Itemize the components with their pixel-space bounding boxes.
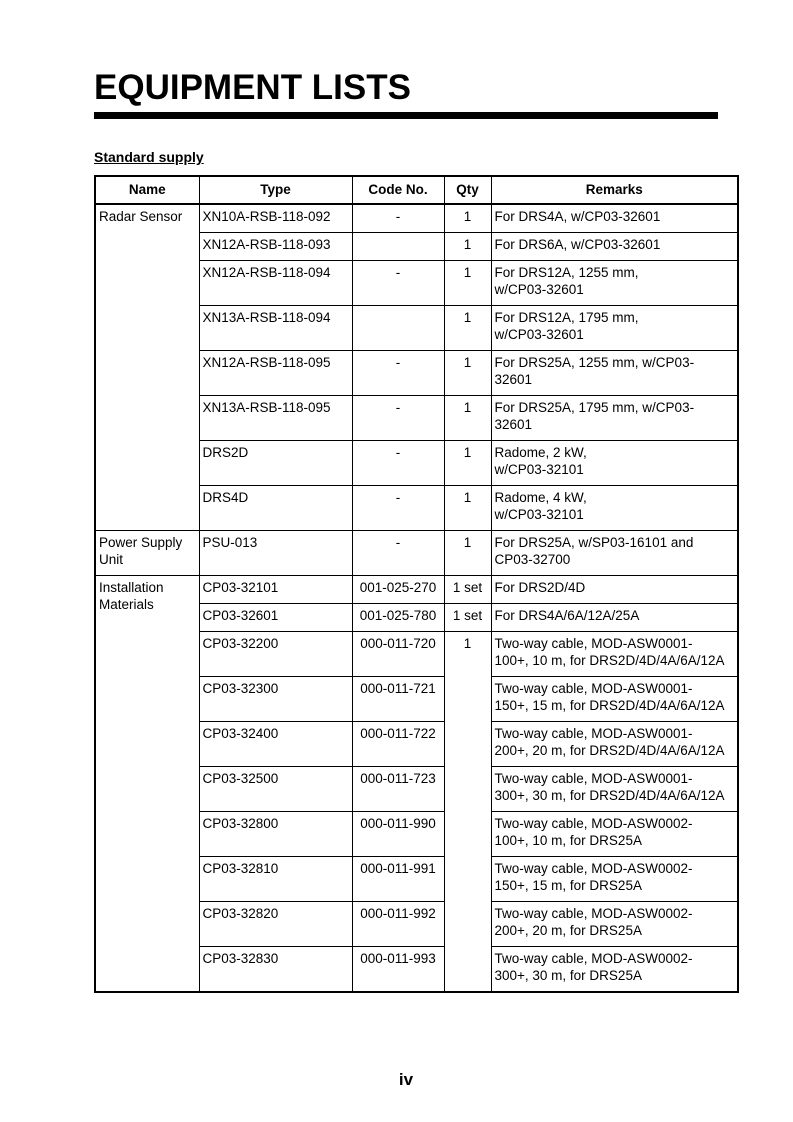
code-cell: - <box>352 204 444 233</box>
header-code: Code No. <box>352 176 444 204</box>
table-row <box>95 576 738 604</box>
type-cell: XN12A-RSB-118-093 <box>199 233 352 261</box>
qty-cell: 1 <box>444 632 491 993</box>
remarks-line: 100+, 10 m, for DRS25A <box>494 832 642 848</box>
type-cell: XN12A-RSB-118-094 <box>199 261 352 306</box>
code-cell: - <box>352 261 444 306</box>
remarks-line: 150+, 15 m, for DRS25A <box>494 877 642 893</box>
code-cell: 000-011-721 <box>352 677 444 722</box>
type-cell: XN12A-RSB-118-095 <box>199 351 352 396</box>
code-cell: 000-011-992 <box>352 902 444 947</box>
type-cell: XN10A-RSB-118-092 <box>199 204 352 233</box>
group-radar-sensor: Radar Sensor <box>95 204 199 531</box>
header-qty: Qty <box>444 176 491 204</box>
type-cell: CP03-32200 <box>199 632 352 677</box>
remarks-line: For DRS25A, 1255 mm, w/CP03- <box>494 355 695 370</box>
code-cell: 000-011-991 <box>352 857 444 902</box>
page-title: EQUIPMENT LISTS <box>94 68 411 107</box>
remarks-line: 200+, 20 m, for DRS2D/4D/4A/6A/12A <box>494 742 725 758</box>
qty-cell: 1 <box>444 396 491 441</box>
header-remarks: Remarks <box>491 176 738 204</box>
remarks-line: For DRS25A, w/SP03-16101 and <box>494 535 694 550</box>
type-cell: CP03-32300 <box>199 677 352 722</box>
remarks-cell: For DRS2D/4D <box>491 576 738 604</box>
remarks-line: w/CP03-32601 <box>494 281 584 297</box>
code-cell: 000-011-720 <box>352 632 444 677</box>
remarks-cell <box>491 261 738 306</box>
remarks-cell <box>491 441 738 486</box>
group-power-supply-unit: Power Supply Unit <box>95 531 199 576</box>
qty-cell: 1 set <box>444 576 491 604</box>
remarks-cell <box>491 632 738 677</box>
remarks-line: For DRS25A, 1795 mm, w/CP03- <box>494 400 695 415</box>
qty-cell: 1 <box>444 531 491 576</box>
remarks-line: Two-way cable, MOD-ASW0002- <box>494 861 693 876</box>
table-header-row <box>95 176 738 204</box>
remarks-line: Two-way cable, MOD-ASW0001- <box>494 726 693 741</box>
code-cell: 000-011-993 <box>352 947 444 993</box>
qty-cell: 1 <box>444 351 491 396</box>
remarks-line: w/CP03-32601 <box>494 326 584 342</box>
type-cell: CP03-32101 <box>199 576 352 604</box>
code-cell <box>352 233 444 261</box>
remarks-cell: For DRS4A, w/CP03-32601 <box>491 204 738 233</box>
code-cell: 000-011-990 <box>352 812 444 857</box>
type-cell: CP03-32800 <box>199 812 352 857</box>
remarks-cell <box>491 486 738 531</box>
remarks-line: Two-way cable, MOD-ASW0002- <box>494 816 693 831</box>
qty-cell: 1 <box>444 486 491 531</box>
code-cell: - <box>352 441 444 486</box>
code-cell: 001-025-780 <box>352 604 444 632</box>
remarks-line: w/CP03-32101 <box>494 506 584 522</box>
page-number: iv <box>398 1070 414 1089</box>
type-cell: XN13A-RSB-118-094 <box>199 306 352 351</box>
remarks-cell <box>491 531 738 576</box>
table-row <box>95 204 738 233</box>
remarks-cell <box>491 351 738 396</box>
qty-cell: 1 <box>444 261 491 306</box>
remarks-line: Two-way cable, MOD-ASW0001- <box>494 636 693 651</box>
header-type: Type <box>199 176 352 204</box>
remarks-line: 32601 <box>494 371 533 387</box>
qty-cell: 1 <box>444 441 491 486</box>
code-cell: - <box>352 486 444 531</box>
type-cell: CP03-32820 <box>199 902 352 947</box>
remarks-line: For DRS12A, 1255 mm, <box>494 265 639 280</box>
group-installation-materials: Installation Materials <box>95 576 199 993</box>
code-cell: - <box>352 531 444 576</box>
type-cell: DRS4D <box>199 486 352 531</box>
qty-cell: 1 <box>444 233 491 261</box>
remarks-line: Two-way cable, MOD-ASW0001- <box>494 771 693 786</box>
qty-cell: 1 set <box>444 604 491 632</box>
code-cell: - <box>352 351 444 396</box>
remarks-line: 300+, 30 m, for DRS25A <box>494 967 642 983</box>
remarks-cell <box>491 812 738 857</box>
remarks-line: Two-way cable, MOD-ASW0001- <box>494 681 693 696</box>
remarks-line: Radome, 4 kW, <box>494 490 587 505</box>
remarks-cell: For DRS6A, w/CP03-32601 <box>491 233 738 261</box>
code-cell: 001-025-270 <box>352 576 444 604</box>
remarks-line: 32601 <box>494 416 533 432</box>
remarks-cell <box>491 947 738 993</box>
header-name: Name <box>95 176 199 204</box>
section-heading: Standard supply <box>94 149 204 165</box>
table-row <box>95 531 738 576</box>
remarks-line: For DRS12A, 1795 mm, <box>494 310 639 325</box>
remarks-cell <box>491 677 738 722</box>
code-cell: 000-011-723 <box>352 767 444 812</box>
qty-cell: 1 <box>444 204 491 233</box>
remarks-line: Two-way cable, MOD-ASW0002- <box>494 906 693 921</box>
type-cell: CP03-32500 <box>199 767 352 812</box>
type-cell: XN13A-RSB-118-095 <box>199 396 352 441</box>
remarks-line: 150+, 15 m, for DRS2D/4D/4A/6A/12A <box>494 697 725 713</box>
code-cell: - <box>352 396 444 441</box>
remarks-line: CP03-32700 <box>494 551 571 567</box>
remarks-line: Two-way cable, MOD-ASW0002- <box>494 951 693 966</box>
remarks-cell <box>491 767 738 812</box>
remarks-cell: For DRS4A/6A/12A/25A <box>491 604 738 632</box>
remarks-cell <box>491 396 738 441</box>
remarks-line: 200+, 20 m, for DRS25A <box>494 922 642 938</box>
remarks-cell <box>491 722 738 767</box>
equipment-table <box>94 175 739 993</box>
type-cell: CP03-32400 <box>199 722 352 767</box>
code-cell: 000-011-722 <box>352 722 444 767</box>
type-cell: CP03-32810 <box>199 857 352 902</box>
type-cell: DRS2D <box>199 441 352 486</box>
type-cell: PSU-013 <box>199 531 352 576</box>
remarks-cell <box>491 857 738 902</box>
title-rule <box>94 112 718 119</box>
remarks-line: 300+, 30 m, for DRS2D/4D/4A/6A/12A <box>494 787 725 803</box>
qty-cell: 1 <box>444 306 491 351</box>
type-cell: CP03-32601 <box>199 604 352 632</box>
remarks-line: w/CP03-32101 <box>494 461 584 477</box>
code-cell <box>352 306 444 351</box>
type-cell: CP03-32830 <box>199 947 352 993</box>
remarks-line: 100+, 10 m, for DRS2D/4D/4A/6A/12A <box>494 652 725 668</box>
remarks-line: Radome, 2 kW, <box>494 445 587 460</box>
remarks-cell <box>491 902 738 947</box>
remarks-cell <box>491 306 738 351</box>
